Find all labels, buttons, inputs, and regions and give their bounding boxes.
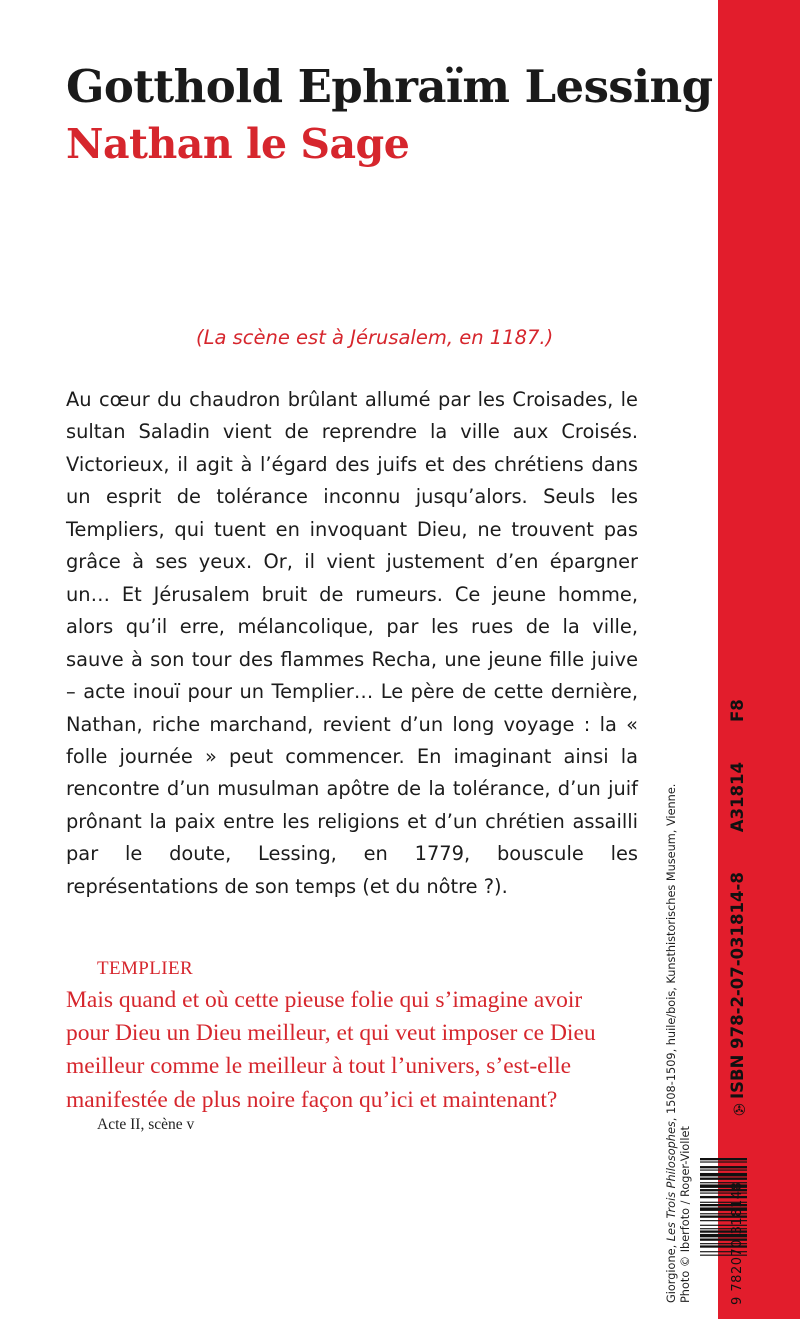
price-code: F8 (728, 699, 747, 723)
publisher-logo: ✇ (733, 1101, 746, 1119)
catalog-code: A31814 (728, 762, 747, 833)
quote-speaker: TEMPLIER (97, 958, 194, 979)
isbn-line (728, 699, 747, 1099)
quote-text: Mais quand et où cette pieuse folie qui s’imagine avoir pour Dieu un Dieu meilleur, et qui veut imposer ce Dieu meilleur comme le meilleur à tout l’univers, s’est-elle manifestée de plus noire façon qu’ici et maintenant? (66, 987, 596, 1113)
credits-painting-line (665, 784, 679, 1303)
book-title: Nathan le Sage (66, 120, 410, 168)
author-name: Gotthold Ephraïm Lessing (66, 60, 713, 113)
credits-artist: Giorgione, (665, 1241, 678, 1303)
barcode-digits: 9 782070 318148 (730, 1181, 745, 1305)
credits-painting-details: , 1508-1509, huile/bois, Kunsthistorisches Museum, Vienne. (665, 783, 678, 1122)
red-spine-band (718, 0, 800, 1319)
back-cover-summary: Au cœur du chaudron brûlant allumé par les Croisades, le sultan Saladin vient de reprendre la ville aux Croisés. Victorieux, il agit à l’égard des juifs et des chrétiens dans un esprit de tolérance inconnu jusqu’alors. Seuls les Templiers, qui tuent en invoquant Dieu, ne trouvent pas grâce à ses yeux. Or, il vient justement d’en épargner un… Et Jérusalem bruit de rumeurs. Ce jeune homme, alors qu’il erre, mélancolique, par les rues de la ville, sauve à son tour des flammes Recha, une jeune fille juive – acte inouï pour un Templier… Le père de cette dernière, Nathan, riche marchand, revient d’un long voyage : la « folle journée » peut commencer. En imaginant ainsi la rencontre d’un musulman apôtre de la tolérance, d’un juif prônant la paix entre les religions et d’un chrétien assailli par le doute, Lessing, en 1779, bouscule les représentations de son temps (et du nôtre ?). (66, 388, 638, 898)
quote-reference: Acte II, scène v (97, 1116, 195, 1133)
credits-painting-title: Les Trois Philosophes (665, 1121, 678, 1242)
isbn: ISBN 978-2-07-031814-8 (728, 872, 747, 1099)
image-credits (665, 784, 693, 1303)
credits-photo-line: Photo © Iberfoto / Roger-Viollet (679, 1126, 692, 1303)
scene-setting: (La scène est à Jérusalem, en 1187.) (196, 326, 554, 349)
